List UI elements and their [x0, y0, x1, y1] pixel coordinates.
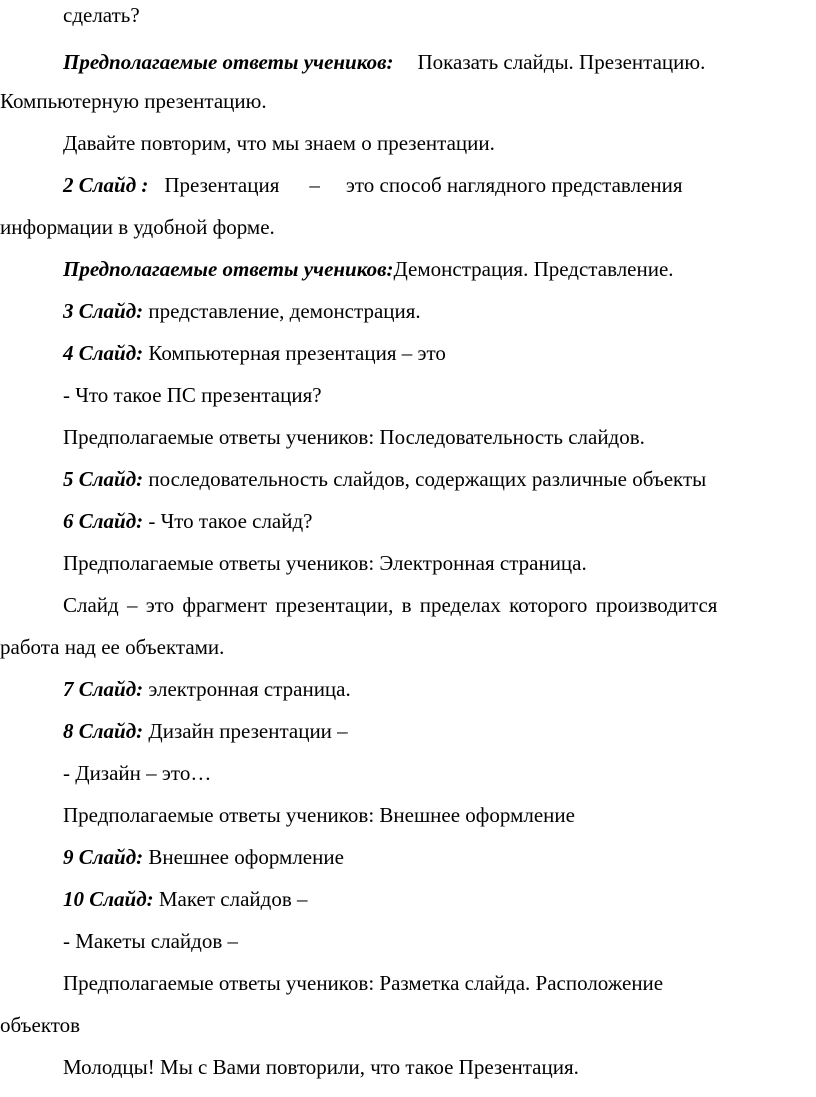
line-text: Дизайн презентации – [143, 719, 348, 743]
paragraph-line [63, 676, 351, 702]
line-text: информации в удобной форме. [0, 215, 275, 239]
line-text: объектов [0, 1013, 81, 1037]
line-label: 4 Слайд: [63, 341, 144, 365]
line-text: – [309, 173, 320, 197]
line-text: Предполагаемые ответы учеников: Электронная страница. [63, 551, 587, 575]
paragraph-line [0, 88, 267, 114]
paragraph-line [63, 424, 645, 450]
paragraph-line [63, 886, 308, 912]
paragraph-line [63, 550, 587, 576]
line-text: - Дизайн – это… [63, 761, 212, 785]
line-text: Давайте повторим, что мы знаем о презентации. [63, 131, 495, 155]
line-label: 6 Слайд: [63, 509, 144, 533]
paragraph-line [63, 844, 344, 870]
line-label: Предполагаемые ответы учеников: [63, 50, 394, 74]
paragraph-line [63, 172, 683, 198]
line-label: 2 Слайд : [63, 173, 149, 197]
line-text: Внешнее оформление [143, 845, 344, 869]
line-label: 5 Слайд: [63, 467, 144, 491]
line-text: Демонстрация. Представление. [393, 257, 674, 281]
paragraph-line [63, 130, 495, 156]
line-label: 9 Слайд: [63, 845, 144, 869]
line-text: работа над ее объектами. [0, 635, 225, 659]
paragraph-line [63, 802, 575, 828]
line-text: электронная страница. [143, 677, 351, 701]
paragraph-line [0, 214, 275, 240]
paragraph-line [63, 760, 211, 786]
paragraph-line [63, 49, 705, 75]
paragraph-line [63, 1054, 579, 1080]
line-label: Предполагаемые ответы учеников: [63, 257, 394, 281]
line-text: Слайд – это фрагмент презентации, в пределах которого производится [63, 593, 718, 617]
paragraph-line [63, 508, 313, 534]
line-text: Компьютерная презентация – это [143, 341, 446, 365]
paragraph-line [0, 634, 224, 660]
line-text: - Что такое слайд? [143, 509, 313, 533]
paragraph-line [63, 718, 348, 744]
line-text: Молодцы! Мы с Вами повторили, что такое Презентация. [63, 1055, 579, 1079]
paragraph-line [63, 382, 322, 408]
paragraph-line [63, 592, 717, 618]
line-text: Компьютерную презентацию. [0, 89, 267, 113]
line-text: представление, демонстрация. [143, 299, 421, 323]
paragraph-line [63, 256, 674, 282]
line-label: 8 Слайд: [63, 719, 144, 743]
line-text: последовательность слайдов, содержащих различные объекты [143, 467, 707, 491]
line-text: Макет слайдов – [153, 887, 308, 911]
line-text: сделать? [63, 3, 140, 27]
line-text: Показать слайды. Презентацию. [417, 50, 706, 74]
line-label: 7 Слайд: [63, 677, 144, 701]
paragraph-line [63, 466, 706, 492]
line-text: это способ наглядного представления [345, 173, 683, 197]
paragraph-line [63, 970, 663, 996]
line-text: - Что такое ПС презентация? [63, 383, 322, 407]
paragraph-line [63, 928, 238, 954]
line-text: Предполагаемые ответы учеников: Последовательность слайдов. [63, 425, 645, 449]
line-text: Предполагаемые ответы учеников: Внешнее оформление [63, 803, 575, 827]
line-label: 10 Слайд: [63, 887, 154, 911]
line-label: 3 Слайд: [63, 299, 144, 323]
paragraph-line [63, 2, 140, 28]
paragraph-line [0, 1012, 80, 1038]
line-text: - Макеты слайдов – [63, 929, 238, 953]
line-text: Презентация [164, 173, 280, 197]
line-text: Предполагаемые ответы учеников: Разметка слайда. Расположение [63, 971, 664, 995]
paragraph-line [63, 298, 421, 324]
paragraph-line [63, 340, 446, 366]
